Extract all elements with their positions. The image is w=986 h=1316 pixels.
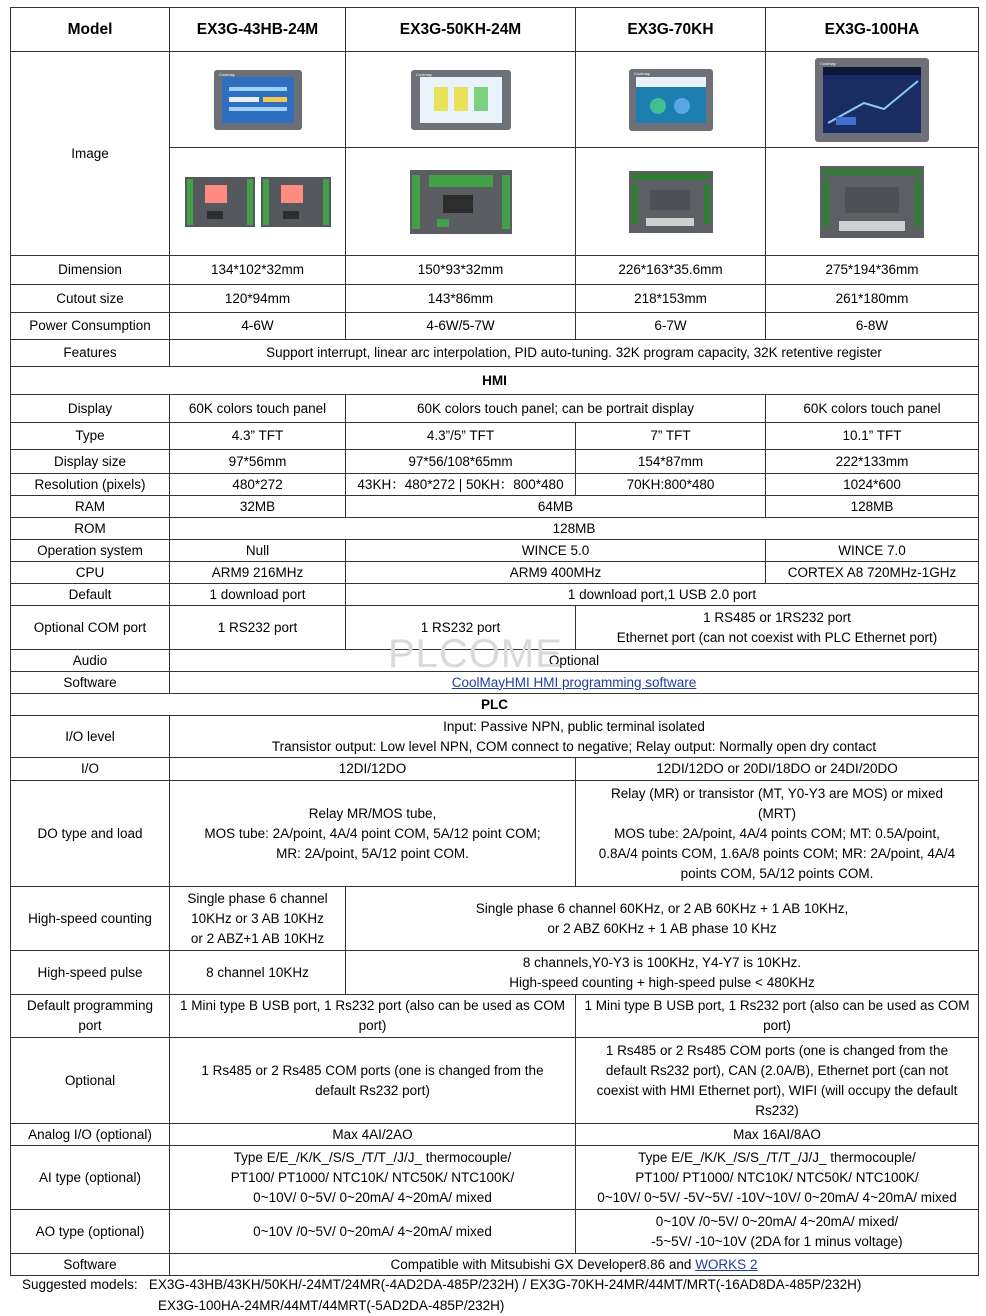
cell	[170, 716, 979, 758]
row-label: I/O level	[11, 716, 170, 758]
cell-line: Transistor output: Low level NPN, COM connect to negative; Relay output: Normally open dry contact	[271, 738, 877, 754]
footer-label: Suggested models:	[22, 1277, 138, 1292]
row-features	[11, 340, 979, 367]
row-ao-type	[11, 1210, 979, 1254]
row-label: Display	[11, 395, 170, 423]
cell-line: Relay (MR) or transistor (MT, Y0-Y3 are MOS) or mixed	[610, 785, 944, 801]
row-default	[11, 584, 979, 606]
row-label: Resolution (pixels)	[11, 474, 170, 496]
image-front-43hb	[170, 52, 346, 148]
model-name: EX3G-50KH-24M	[346, 8, 576, 52]
cell: 0~10V /0~5V/ 0~20mA/ 4~20mA/ mixed	[170, 1210, 576, 1254]
cell: 120*94mm	[170, 285, 346, 313]
cell: 32MB	[170, 496, 346, 518]
cell: 10.1” TFT	[766, 423, 979, 450]
svg-text:Coolmay: Coolmay	[218, 71, 235, 77]
cell: 60K colors touch panel; can be portrait display	[346, 395, 766, 423]
cell-line: MR: 2A/point, 5A/12 point COM.	[276, 845, 469, 861]
cell	[170, 887, 346, 951]
image-back-70kh	[576, 148, 766, 256]
hmi-software-link[interactable]: CoolMayHMI HMI programming software	[451, 674, 697, 690]
cell: CORTEX A8 720MHz-1GHz	[766, 562, 979, 584]
row-label: Dimension	[11, 256, 170, 285]
section-plc	[11, 694, 979, 716]
cell	[576, 606, 979, 650]
row-label: RAM	[11, 496, 170, 518]
cell-line: coexist with HMI Ethernet port), WIFI (will occupy the default	[596, 1082, 958, 1098]
cell-line: Ethernet port (can not coexist with PLC Ethernet port)	[616, 629, 938, 645]
cell: 4-6W	[170, 313, 346, 340]
cell-line: 0~10V /0~5V/ 0~20mA/ 4~20mA/ mixed/	[655, 1213, 899, 1229]
row-label: Software	[11, 1254, 170, 1276]
row-do-type	[11, 781, 979, 887]
row-audio	[11, 650, 979, 672]
cell: 1 download port	[170, 584, 346, 606]
row-label: Cutout size	[11, 285, 170, 313]
cell-line: High-speed counting + high-speed pulse < 480KHz	[509, 974, 815, 990]
cell: 150*93*32mm	[346, 256, 576, 285]
cell-line: 0.8A/4 points COM, 1.6A/8 points COM; MR: 2A/point, 4A/4	[598, 845, 956, 861]
cell	[170, 781, 576, 887]
row-label: I/O	[11, 758, 170, 781]
cell	[576, 1210, 979, 1254]
section-hmi	[11, 367, 979, 395]
watermark: PLCOME	[388, 632, 563, 676]
footer-models-1: EX3G-43HB/43KH/50KH/-24MT/24MR(-4AD2DA-485P/232H) / EX3G-70KH-24MR/44MT/MRT(-16AD8DA-485P/232H)	[148, 1277, 862, 1292]
plc-software-text: Compatible with Mitsubishi GX Developer8.86 and	[390, 1256, 696, 1272]
image-front-50kh	[346, 52, 576, 148]
cell: 70KH:800*480	[576, 474, 766, 496]
footer-line-1	[22, 1274, 972, 1295]
cell: 154*87mm	[576, 450, 766, 474]
section-title: PLC	[11, 694, 979, 716]
row-label: ROM	[11, 518, 170, 540]
row-display	[11, 395, 979, 423]
row-ai-type	[11, 1146, 979, 1210]
image-back-43hb	[170, 148, 346, 256]
cell: 97*56mm	[170, 450, 346, 474]
cell	[576, 1146, 979, 1210]
cell-line: default Rs232 port)	[315, 1082, 430, 1098]
cell: 261*180mm	[766, 285, 979, 313]
row-io	[11, 758, 979, 781]
row-label: Features	[11, 340, 170, 367]
section-title: HMI	[11, 367, 979, 395]
cell-line: Relay MR/MOS tube,	[308, 805, 437, 821]
cell: 226*163*35.6mm	[576, 256, 766, 285]
cell-line: PT100/ PT1000/ NTC10K/ NTC50K/ NTC100K/	[230, 1169, 515, 1185]
svg-text:Coolmay: Coolmay	[415, 71, 432, 77]
row-label: AO type (optional)	[11, 1210, 170, 1254]
cell-line: Rs232)	[755, 1102, 799, 1118]
cell: 128MB	[170, 518, 979, 540]
cell: 7” TFT	[576, 423, 766, 450]
image-front-100ha	[766, 52, 979, 148]
cell	[576, 1038, 979, 1124]
cell: Max 16AI/8AO	[576, 1124, 979, 1146]
cell	[170, 1038, 576, 1124]
image-row-front	[11, 52, 979, 148]
cell: 275*194*36mm	[766, 256, 979, 285]
row-hmi-software	[11, 672, 979, 694]
cell	[346, 887, 979, 951]
model-name: EX3G-100HA	[766, 8, 979, 52]
row-label: Display size	[11, 450, 170, 474]
row-label: Type	[11, 423, 170, 450]
cell-line: MOS tube: 2A/point, 4A/4 points COM; MT: 0.5A/point,	[614, 825, 940, 841]
cell: 480*272	[170, 474, 346, 496]
row-optional	[11, 1038, 979, 1124]
model-name: EX3G-70KH	[576, 8, 766, 52]
hmi-front-image	[628, 68, 714, 132]
row-label: AI type (optional)	[11, 1146, 170, 1210]
cell: 134*102*32mm	[170, 256, 346, 285]
row-cutout	[11, 285, 979, 313]
cell-line: Type E/E_/K/K_/S/S_/T/T_/J/J_ thermocouple/	[233, 1149, 512, 1165]
cell: 218*153mm	[576, 285, 766, 313]
plc-back-image	[409, 169, 513, 235]
cell: 1 Mini type B USB port, 1 Rs232 port (also can be used as COM port)	[576, 995, 979, 1038]
cell: Support interrupt, linear arc interpolation, PID auto-tuning. 32K program capacity, 32K retentive register	[170, 340, 979, 367]
cell: WINCE 7.0	[766, 540, 979, 562]
cell-line: points COM, 5A/12 points COM.	[680, 865, 874, 881]
cell: 1 RS232 port	[346, 606, 576, 650]
cell: 4.3”/5” TFT	[346, 423, 576, 450]
cell-line: default Rs232 port), CAN (2.0A/B), Ethernet port (can not	[605, 1062, 949, 1078]
cell-line: 10KHz or 3 AB 10KHz	[191, 910, 324, 926]
row-label: Analog I/O (optional)	[11, 1124, 170, 1146]
model-header: Model	[11, 8, 170, 52]
cell: 60K colors touch panel	[766, 395, 979, 423]
cell	[170, 672, 979, 694]
cell-line: or 2 ABZ+1 AB 10KHz	[190, 930, 325, 946]
cell	[576, 781, 979, 887]
cell: 64MB	[346, 496, 766, 518]
cell-line: 0~10V/ 0~5V/ 0~20mA/ 4~20mA/ mixed	[253, 1189, 492, 1205]
plc-back-image	[819, 165, 925, 239]
cell: 128MB	[766, 496, 979, 518]
cell-line: MOS tube: 2A/point, 4A/4 point COM, 5A/12 point COM;	[204, 825, 541, 841]
row-com-port	[11, 606, 979, 650]
row-label: High-speed counting	[11, 887, 170, 951]
row-label: Audio	[11, 650, 170, 672]
row-label: CPU	[11, 562, 170, 584]
cell-line: Single phase 6 channel 60KHz, or 2 AB 60KHz + 1 AB 10KHz,	[475, 900, 849, 916]
cell: 6-7W	[576, 313, 766, 340]
cell: ARM9 216MHz	[170, 562, 346, 584]
cell: 43KH：480*272 | 50KH：800*480	[346, 474, 576, 496]
cell: 97*56/108*65mm	[346, 450, 576, 474]
cell: 8 channel 10KHz	[170, 951, 346, 995]
cell: 1 Mini type B USB port, 1 Rs232 port (also can be used as COM port)	[170, 995, 576, 1038]
cell	[170, 1254, 979, 1276]
cell: 1 download port,1 USB 2.0 port	[346, 584, 979, 606]
row-type	[11, 423, 979, 450]
cell: 143*86mm	[346, 285, 576, 313]
cell-line: Single phase 6 channel	[187, 890, 328, 906]
hmi-front-image	[213, 69, 303, 131]
image-front-70kh	[576, 52, 766, 148]
row-label: Optional	[11, 1038, 170, 1124]
cell	[346, 951, 979, 995]
row-prog-port	[11, 995, 979, 1038]
cell: 12DI/12DO	[170, 758, 576, 781]
row-label: Operation system	[11, 540, 170, 562]
row-resolution	[11, 474, 979, 496]
cell: Null	[170, 540, 346, 562]
row-analog-io	[11, 1124, 979, 1146]
row-ram	[11, 496, 979, 518]
cell: Optional	[170, 650, 979, 672]
cell	[170, 1146, 576, 1210]
cell: WINCE 5.0	[346, 540, 766, 562]
row-label: Power Consumption	[11, 313, 170, 340]
plc-back-image	[628, 170, 714, 234]
cell-line: 1 RS485 or 1RS232 port	[703, 609, 851, 625]
row-label: Software	[11, 672, 170, 694]
row-io-level	[11, 716, 979, 758]
cell: 1024*600	[766, 474, 979, 496]
row-plc-software	[11, 1254, 979, 1276]
cell: 4.3” TFT	[170, 423, 346, 450]
cell-line: Input: Passive NPN, public terminal isolated	[443, 718, 705, 734]
works2-link[interactable]: WORKS 2	[695, 1256, 758, 1272]
footer-models-2: EX3G-100HA-24MR/44MT/44MRT(-5AD2DA-485P/232H)	[158, 1298, 505, 1313]
cell-line: 8 channels,Y0-Y3 is 100KHz, Y4-Y7 is 10KHz.	[522, 954, 802, 970]
model-name: EX3G-43HB-24M	[170, 8, 346, 52]
svg-text:Coolmay: Coolmay	[820, 60, 836, 66]
hmi-front-image	[814, 57, 930, 143]
cell-line: 0~10V/ 0~5V/ -5V~5V/ -10V~10V/ 0~20mA/ 4~20mA/ mixed	[597, 1189, 957, 1205]
spec-table	[10, 7, 979, 1276]
cell: 1 RS232 port	[170, 606, 346, 650]
cell-line: (MRT)	[758, 805, 796, 821]
cell: 222*133mm	[766, 450, 979, 474]
cell-line: PT100/ PT1000/ NTC10K/ NTC50K/ NTC100K/	[635, 1169, 919, 1185]
plc-back-image	[183, 173, 333, 231]
hmi-front-image	[410, 69, 512, 131]
row-label: DO type and load	[11, 781, 170, 887]
row-power	[11, 313, 979, 340]
row-label: Optional COM port	[11, 606, 170, 650]
row-label: High-speed pulse	[11, 951, 170, 995]
cell-line: -5~5V/ -10~10V (2DA for 1 minus voltage)	[651, 1233, 903, 1249]
cell-line: 1 Rs485 or 2 Rs485 COM ports (one is changed from the	[201, 1062, 544, 1078]
image-back-50kh	[346, 148, 576, 256]
row-label: Default programming port	[11, 995, 170, 1038]
row-dimension	[11, 256, 979, 285]
row-hs-counting	[11, 887, 979, 951]
row-display-size	[11, 450, 979, 474]
image-back-100ha	[766, 148, 979, 256]
svg-text:Coolmay: Coolmay	[633, 70, 650, 76]
row-label: Default	[11, 584, 170, 606]
cell: 6-8W	[766, 313, 979, 340]
row-hs-pulse	[11, 951, 979, 995]
cell-line: Type E/E_/K/K_/S/S_/T/T_/J/J_ thermocouple/	[638, 1149, 916, 1165]
cell: ARM9 400MHz	[346, 562, 766, 584]
cell: Max 4AI/2AO	[170, 1124, 576, 1146]
cell: 12DI/12DO or 20DI/18DO or 24DI/20DO	[576, 758, 979, 781]
suggested-models	[22, 1274, 972, 1316]
cell: 60K colors touch panel	[170, 395, 346, 423]
row-rom	[11, 518, 979, 540]
row-cpu	[11, 562, 979, 584]
image-label: Image	[11, 52, 170, 256]
cell-line: 1 Rs485 or 2 Rs485 COM ports (one is changed from the	[605, 1042, 949, 1058]
cell-line: or 2 ABZ 60KHz + 1 AB phase 10 KHz	[547, 920, 777, 936]
header-row	[11, 8, 979, 52]
cell: 4-6W/5-7W	[346, 313, 576, 340]
row-os	[11, 540, 979, 562]
